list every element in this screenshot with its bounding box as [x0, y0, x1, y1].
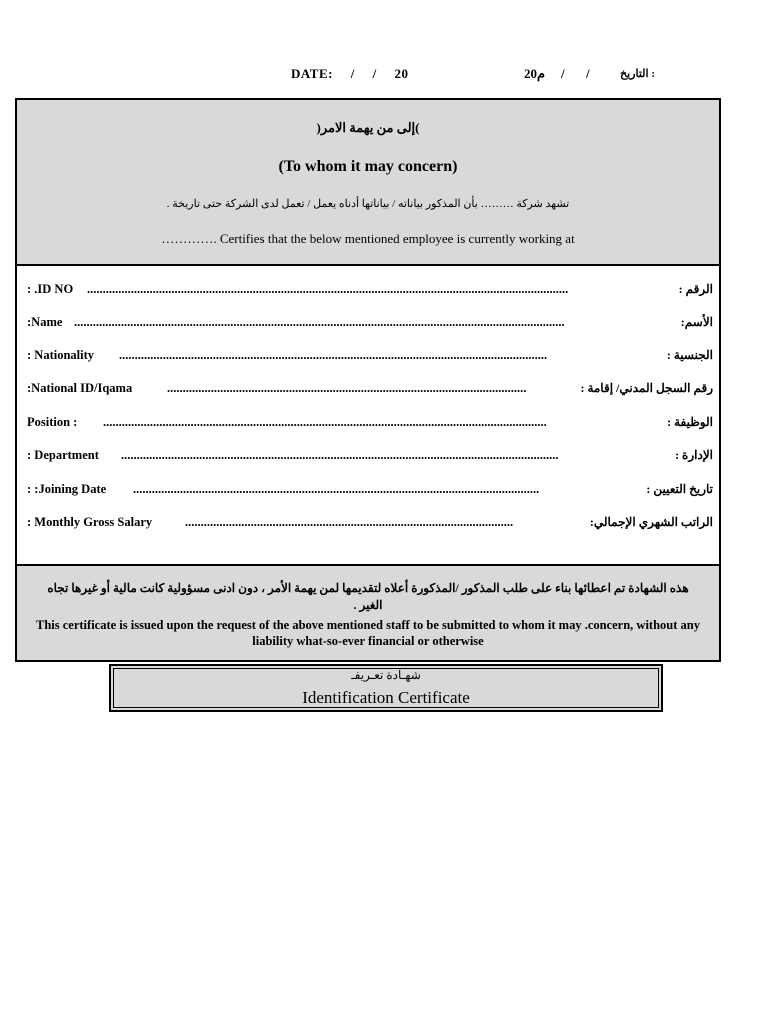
field-fill-line[interactable]: ......................................................................................................................................... [119, 348, 548, 362]
field-name [17, 315, 719, 335]
field-label-en: :Name [27, 315, 63, 329]
english-date-label: DATE: [291, 66, 333, 81]
field-label-ar: تاريخ التعيين : [646, 482, 713, 496]
arabic-date-year: 20م [524, 66, 546, 81]
date-slash: / [350, 66, 355, 81]
english-disclaimer: This certificate is issued upon the request of the above mentioned staff to be submitted to whom it may .concern, without any liability what-so-ever financial or otherwise [36, 618, 700, 648]
arabic-disclaimer: هذه الشهادة تم اعطائها بناء على طلب المذكور /المذكورة أعلاه لتقديمها لمن يهمة الأمر ، دون ادنى مسؤولية كانت مالية أو غيرها تجاه الغير . [47, 581, 689, 612]
english-certificate-title: Identification Certificate [302, 688, 470, 707]
field-label-ar: الراتب الشهري الإجمالي: [589, 515, 713, 529]
field-id-no [17, 282, 719, 302]
english-certification-line: …………. Certifies that the below mentioned employee is currently working at [161, 231, 575, 246]
field-position [17, 415, 719, 435]
field-label-ar: رقم السجل المدني/ إقامة : [580, 381, 713, 395]
field-national-id [17, 381, 719, 401]
field-fill-line[interactable]: .......................................................................................................................................................... [87, 282, 569, 296]
field-fill-line[interactable]: .................................................................................................................................. [133, 482, 540, 496]
field-fill-line[interactable]: ......................................................................................................... [185, 515, 514, 529]
field-fill-line[interactable]: ............................................................................................................................................ [121, 448, 559, 462]
field-fill-line[interactable]: .............................................................................................................................................. [103, 415, 547, 429]
field-label-ar: الأسم: [680, 315, 713, 329]
certificate-form [15, 98, 721, 662]
field-department [17, 448, 719, 468]
date-slash: / [372, 66, 377, 81]
field-label-en: : .ID NO [27, 282, 74, 296]
date-year-prefix: 20 [394, 66, 409, 81]
field-nationality [17, 348, 719, 368]
field-fill-line[interactable]: ............................................................................................................................................................. [74, 315, 565, 329]
field-label-en: :National ID/Iqama [27, 381, 133, 395]
field-fill-line[interactable]: ................................................................................................................... [167, 381, 527, 395]
field-label-ar: الإدارة : [675, 448, 713, 462]
arabic-title: )إلى من يهمة الامر( [316, 120, 420, 135]
field-label-en: : Department [27, 448, 99, 462]
field-label-ar: الجنسية : [666, 348, 713, 362]
employee-fields [17, 266, 719, 566]
date-line [0, 66, 768, 84]
identification-certificate-title [109, 664, 663, 712]
english-title: (To whom it may concern) [278, 158, 458, 175]
field-joining-date [17, 482, 719, 502]
arabic-certificate-title: شهـادة تعـريفـ [351, 668, 421, 682]
field-label-en: Position : [27, 415, 78, 429]
field-label-ar: الوظيفة : [667, 415, 713, 429]
field-label-en: : Nationality [27, 348, 95, 362]
field-label-ar: الرقم : [678, 282, 713, 296]
arabic-date-slash: / [586, 66, 590, 81]
arabic-certification-line: تشهد شركة ……… بأن المذكور بياناته / بياناتها أدناه يعمل / تعمل لدى الشركة حتى تاريخة . [166, 198, 570, 210]
field-monthly-salary [17, 515, 719, 535]
field-label-en: : Monthly Gross Salary [27, 515, 153, 529]
english-date [291, 66, 408, 82]
field-label-en: : :Joining Date [27, 482, 107, 496]
arabic-date-label: التاريخ : [620, 68, 655, 80]
form-header [17, 100, 719, 266]
disclaimer-section [17, 566, 719, 660]
arabic-date-slash: / [561, 66, 565, 81]
